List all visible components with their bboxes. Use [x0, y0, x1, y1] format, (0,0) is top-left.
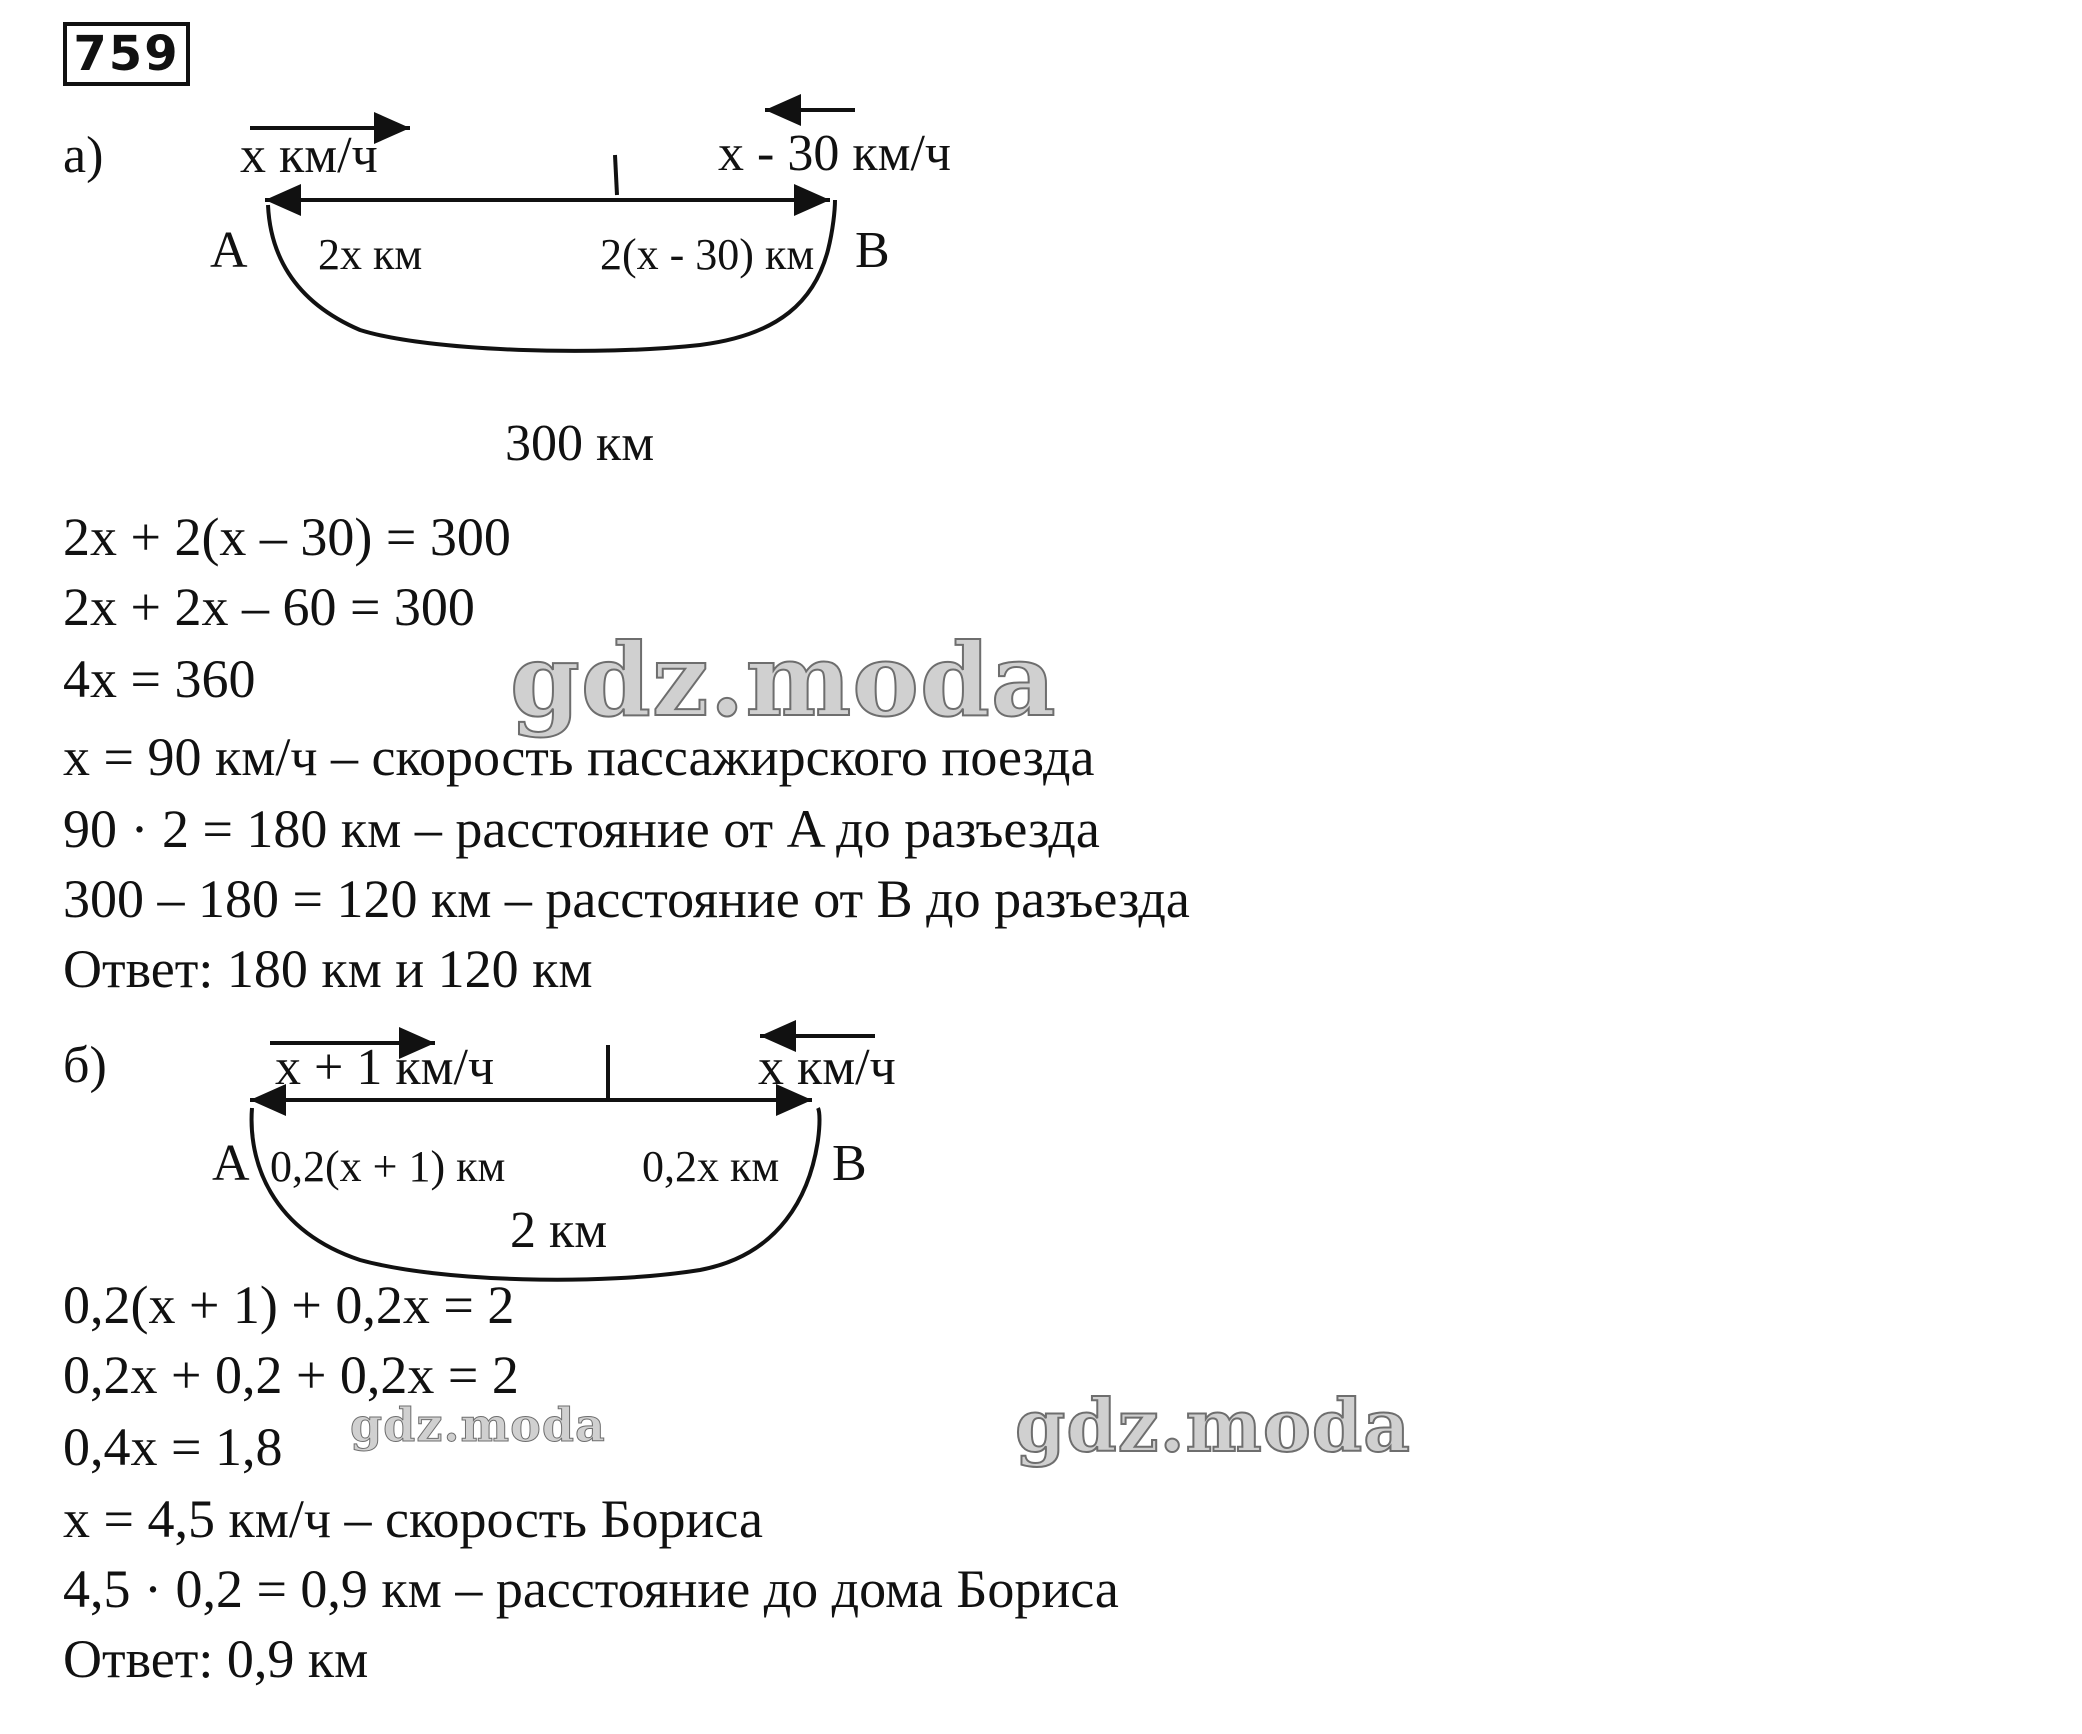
solution-a-line-3: 4x = 360	[63, 649, 256, 709]
speed-right-a: x - 30 км/ч	[718, 125, 952, 182]
watermark-1: gdz.moda	[510, 621, 1057, 739]
point-a-a: A	[210, 222, 248, 279]
solution-a-line-5: 90 · 2 = 180 км – расстояние от A до разъезда	[63, 799, 1100, 859]
speed-right-b: x км/ч	[758, 1039, 896, 1096]
watermark-3: gdz.moda	[1015, 1383, 1411, 1468]
problem-number: 759	[63, 22, 190, 86]
solution-b-answer: Ответ: 0,9 км	[63, 1629, 369, 1689]
speed-left-a: x км/ч	[240, 127, 378, 184]
solution-a-line-4: x = 90 км/ч – скорость пассажирского поезда	[63, 727, 1095, 787]
part-b-label: б)	[63, 1037, 107, 1094]
point-b-b: B	[832, 1135, 867, 1192]
dist-right-b: 0,2x км	[642, 1142, 780, 1191]
solution-b-line-2: 0,2x + 0,2 + 0,2x = 2	[63, 1345, 519, 1405]
speed-left-b: x + 1 км/ч	[275, 1039, 495, 1096]
solution-b-line-3: 0,4x = 1,8	[63, 1417, 283, 1477]
watermark-2: gdz.moda	[350, 1398, 606, 1452]
solution-a-line-6: 300 – 180 = 120 км – расстояние от B до разъезда	[63, 869, 1190, 929]
part-a-label: а)	[63, 127, 104, 184]
meeting-tick-a	[615, 155, 617, 195]
point-a-b: A	[212, 1135, 250, 1192]
solution-b-line-4: x = 4,5 км/ч – скорость Бориса	[63, 1489, 764, 1549]
dist-right-a: 2(x - 30) км	[600, 230, 815, 279]
dist-left-a: 2x км	[318, 230, 423, 279]
solution-a-line-2: 2x + 2x – 60 = 300	[63, 577, 475, 637]
dist-left-b: 0,2(x + 1) км	[270, 1142, 506, 1191]
solution-b-line-1: 0,2(x + 1) + 0,2x = 2	[63, 1275, 515, 1335]
solution-a-line-1: 2x + 2(x – 30) = 300	[63, 507, 511, 567]
solution-b-line-5: 4,5 · 0,2 = 0,9 км – расстояние до дома Бориса	[63, 1559, 1119, 1619]
solution-a-answer: Ответ: 180 км и 120 км	[63, 939, 593, 999]
point-b-a: B	[855, 222, 890, 279]
total-b: 2 км	[510, 1202, 608, 1259]
total-a: 300 км	[505, 415, 655, 472]
